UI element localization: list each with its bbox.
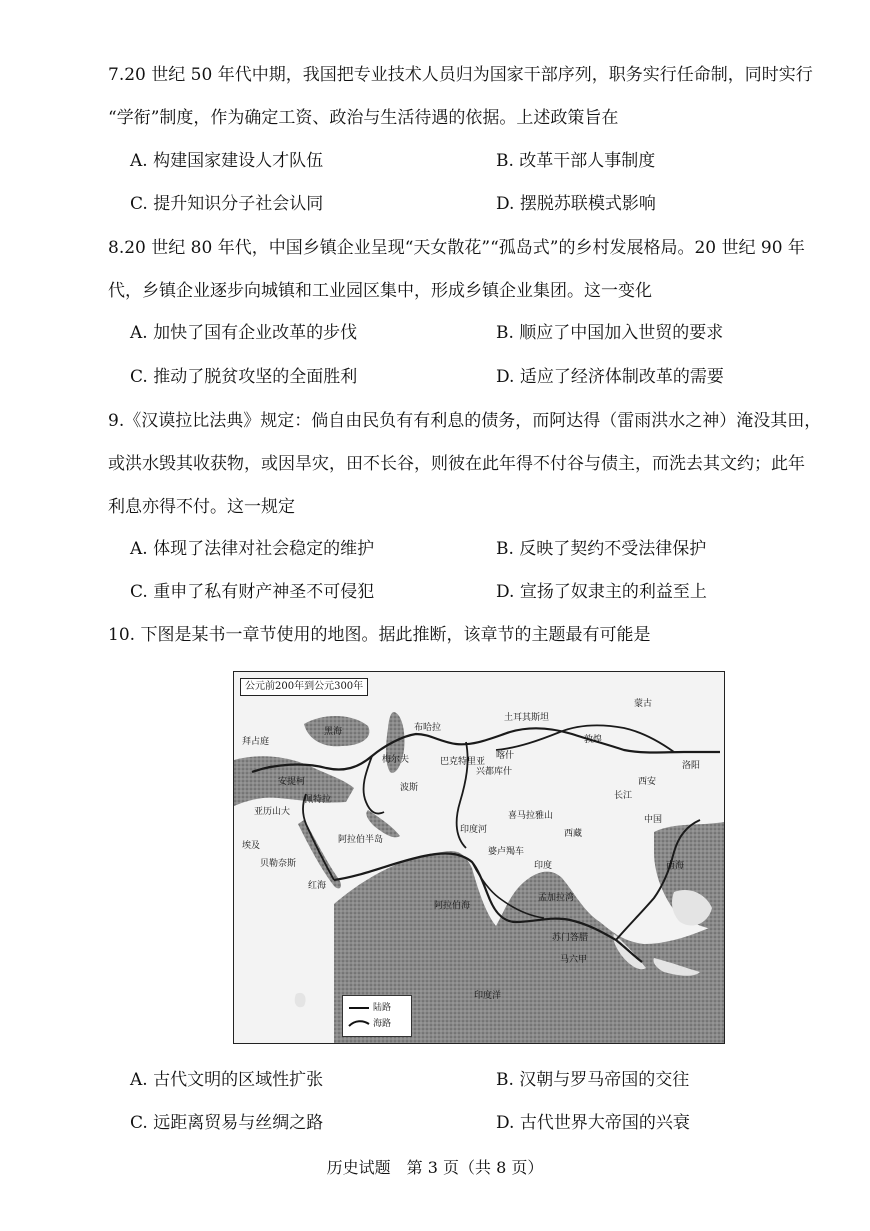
label-xian: 西安: [638, 777, 657, 787]
label-china: 中国: [644, 815, 663, 825]
q10-option-d[interactable]: D. 古代世界大帝国的兴衰: [496, 1113, 690, 1133]
q8-option-d[interactable]: D. 适应了经济体制改革的需要: [496, 367, 724, 387]
map-svg: [234, 672, 724, 1043]
q7-option-d[interactable]: D. 摆脱苏联模式影响: [496, 194, 656, 214]
silk-road-map: [233, 671, 725, 1044]
label-petra: 佩特拉: [304, 795, 332, 805]
q7-stem-line2: “学衔”制度，作为确定工资、政治与生活待遇的依据。上述政策旨在: [108, 108, 619, 128]
label-alexandria: 亚历山大: [254, 807, 291, 817]
label-arabian-sea: 阿拉伯海: [434, 901, 471, 911]
label-persia: 波斯: [400, 783, 419, 793]
label-luoyang: 洛阳: [682, 761, 701, 771]
label-india: 印度: [534, 861, 553, 871]
legend-sea-line: [349, 1021, 369, 1026]
q9-option-a[interactable]: A. 体现了法律对社会稳定的维护: [130, 539, 375, 559]
label-yangtze: 长江: [614, 791, 633, 801]
label-byzantium: 拜占庭: [242, 737, 270, 747]
label-bengal: 孟加拉湾: [538, 893, 575, 903]
label-berenice: 贝勒奈斯: [260, 859, 297, 869]
label-kashgar: 喀什: [496, 751, 515, 761]
q7-option-b[interactable]: B. 改革干部人事制度: [496, 151, 656, 171]
label-merv: 梅尔夫: [382, 755, 410, 765]
label-hindukush: 兴都库什: [476, 767, 513, 777]
label-nanhai: 南海: [666, 861, 685, 871]
map-title: 公元前200年到公元300年: [240, 678, 368, 696]
label-himalaya: 喜马拉雅山: [508, 811, 554, 821]
q7-stem-line1: 7.20 世纪 50 年代中期，我国把专业技术人员归为国家干部序列，职务实行任命制，同时实行: [108, 65, 813, 85]
q7-option-a[interactable]: A. 构建国家建设人才队伍: [130, 151, 324, 171]
q9-option-b[interactable]: B. 反映了契约不受法律保护: [496, 539, 707, 559]
label-indian-ocean: 印度洋: [474, 991, 502, 1001]
label-arabia: 阿拉伯半岛: [338, 835, 384, 845]
q9-option-c[interactable]: C. 重申了私有财产神圣不可侵犯: [130, 582, 375, 602]
q10-option-a[interactable]: A. 古代文明的区域性扩张: [130, 1070, 324, 1090]
label-malacca: 马六甲: [560, 955, 588, 965]
q10-stem-line1: 10. 下图是某书一章节使用的地图。据此推断，该章节的主题最有可能是: [108, 625, 651, 645]
label-mongolia: 蒙古: [634, 699, 653, 709]
q9-option-d[interactable]: D. 宣扬了奴隶主的利益至上: [496, 582, 707, 602]
legend-sea-label: 海路: [373, 1019, 392, 1029]
label-indus: 印度河: [460, 825, 488, 835]
legend-land-label: 陆路: [373, 1003, 392, 1013]
map-legend: [342, 995, 412, 1037]
q9-stem-line3: 利息亦得不付。这一规定: [108, 497, 295, 517]
q8-stem-line1: 8.20 世纪 80 年代，中国乡镇企业呈现“天女散花”“孤岛式”的乡村发展格局。20 世纪 90 年: [108, 238, 805, 258]
q7-option-c[interactable]: C. 提升知识分子社会认同: [130, 194, 324, 214]
label-bactria: 巴克特里亚: [440, 757, 486, 767]
label-bukhara: 布哈拉: [414, 723, 442, 733]
page-footer: 历史试题 第 3 页（共 8 页）: [326, 1158, 544, 1177]
label-barygaza: 婆卢羯车: [488, 847, 525, 857]
q8-option-a[interactable]: A. 加快了国有企业改革的步伐: [130, 323, 358, 343]
label-tibet: 西藏: [564, 829, 583, 839]
label-dunhuang: 敦煌: [584, 735, 603, 745]
q8-stem-line2: 代，乡镇企业逐步向城镇和工业园区集中，形成乡镇企业集团。这一变化: [108, 281, 652, 301]
label-egypt: 埃及: [242, 841, 261, 851]
q9-stem-line2: 或洪水毁其收获物，或因旱灾，田不长谷，则彼在此年得不付谷与债主，而洗去其文约；此年: [108, 454, 805, 474]
q8-option-c[interactable]: C. 推动了脱贫攻坚的全面胜利: [130, 367, 358, 387]
label-antioch: 安提柯: [278, 777, 306, 787]
q10-option-b[interactable]: B. 汉朝与罗马帝国的交往: [496, 1070, 690, 1090]
q10-option-c[interactable]: C. 远距离贸易与丝绸之路: [130, 1113, 324, 1133]
label-sumatra: 苏门答腊: [552, 933, 589, 943]
q9-stem-line1: 9.《汉谟拉比法典》规定：倘自由民负有有利息的债务，而阿达得（雷雨洪水之神）淹没其田，: [108, 411, 822, 431]
label-red-sea: 红海: [308, 881, 327, 891]
q8-option-b[interactable]: B. 顺应了中国加入世贸的要求: [496, 323, 724, 343]
madagascar-shape: [295, 993, 306, 1007]
label-turkestan: 土耳其斯坦: [504, 713, 550, 723]
label-black-sea: 黑海: [324, 727, 343, 737]
